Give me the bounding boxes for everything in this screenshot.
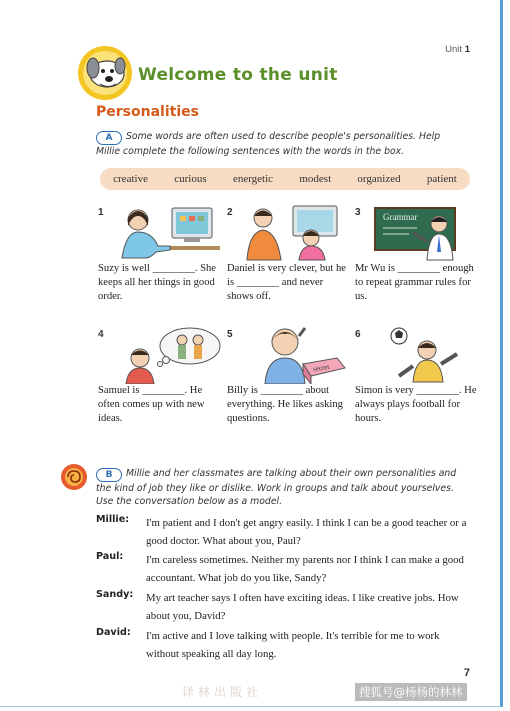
item-sentence: Simon is very ________. He always plays football for hours. xyxy=(355,385,477,424)
boy-and-girl-at-screen-illustration xyxy=(241,202,351,262)
unit-mascot-logo xyxy=(76,44,134,102)
part-b-badge: B xyxy=(96,468,122,482)
word-box-item: patient xyxy=(426,173,457,185)
item-sentence: Mr Wu is ________ enough to repeat grammar rules for us. xyxy=(355,263,474,302)
board-text: Grammar xyxy=(383,212,418,222)
item-number: 6 xyxy=(355,329,361,340)
item-sentence: Suzy is well ________. She keeps all her things in good order. xyxy=(98,263,217,302)
exercise-item-2 xyxy=(227,202,352,302)
teacher-at-board-illustration xyxy=(369,202,479,262)
item-number: 3 xyxy=(355,207,361,218)
speaker-name: Paul: xyxy=(96,551,124,562)
exercise-item-1 xyxy=(98,202,223,302)
speaker-name: David: xyxy=(96,627,131,638)
exercise-item-6 xyxy=(355,324,480,424)
word-box xyxy=(100,168,470,190)
item-sentence: Billy is ________ about everything. He likes asking questions. xyxy=(227,385,343,424)
box-text: secret xyxy=(312,362,330,374)
part-a-instructions-text: Some words are often used to describe people's personalities. Help Millie complete the following sentences with the words in the box. xyxy=(96,131,441,157)
section-title: Personalities xyxy=(96,104,199,120)
girl-at-computer-illustration xyxy=(112,202,222,262)
boy-with-secret-box-illustration xyxy=(241,324,351,384)
boy-playing-football-illustration xyxy=(369,324,479,384)
unit-label xyxy=(445,44,470,55)
part-b-instructions xyxy=(96,467,466,508)
word-box-item: curious xyxy=(174,173,207,185)
part-a-badge: A xyxy=(96,131,122,145)
speaker-line: I'm patient and I don't get angry easily. I think I can be a good teacher or a good doctor. What about you, Paul? xyxy=(146,517,467,547)
part-b-instructions-text: Millie and her classmates are talking about their own personalities and the kind of job they like or dislike. Work in groups and talk about yourselves. Use the conversation below as a model. xyxy=(96,468,457,507)
word-box-item: organized xyxy=(357,173,401,185)
part-a-instructions xyxy=(96,130,466,158)
speaker-name: Sandy: xyxy=(96,589,134,600)
exercise-item-3 xyxy=(355,202,480,302)
welcome-title: Welcome to the unit xyxy=(138,65,338,85)
speaker-line: I'm active and I love talking with people. It's terrible for me to work without speaking all day long. xyxy=(146,630,440,660)
exercise-item-4 xyxy=(98,324,223,424)
page-number: 7 xyxy=(463,667,470,679)
exercise-item-5 xyxy=(227,324,352,424)
word-box-item: modest xyxy=(299,173,332,185)
speaking-section-icon xyxy=(60,463,88,491)
unit-number: 1 xyxy=(464,44,470,55)
watermark: 搜狐号@杨杨的林林 xyxy=(355,683,467,701)
speaker-name: Millie: xyxy=(96,514,130,525)
item-sentence: Samuel is ________. He often comes up with new ideas. xyxy=(98,385,205,424)
item-number: 1 xyxy=(98,207,104,218)
item-number: 5 xyxy=(227,329,233,340)
unit-label-text: Unit xyxy=(445,44,463,55)
item-number: 2 xyxy=(227,207,233,218)
word-box-item: energetic xyxy=(232,173,274,185)
publisher-name: 译林出版社 xyxy=(182,685,263,699)
item-number: 4 xyxy=(98,329,104,340)
speaker-line: I'm careless sometimes. Neither my parents nor I think I can make a good accountant. What job do you like, Sandy? xyxy=(146,554,464,584)
word-box-item: creative xyxy=(113,173,148,185)
boy-thinking-illustration xyxy=(112,324,222,384)
speaker-line: My art teacher says I often have exciting ideas. I like creative jobs. How about you, David? xyxy=(146,592,459,622)
item-sentence: Daniel is very clever, but he is ________ and never shows off. xyxy=(227,263,347,302)
